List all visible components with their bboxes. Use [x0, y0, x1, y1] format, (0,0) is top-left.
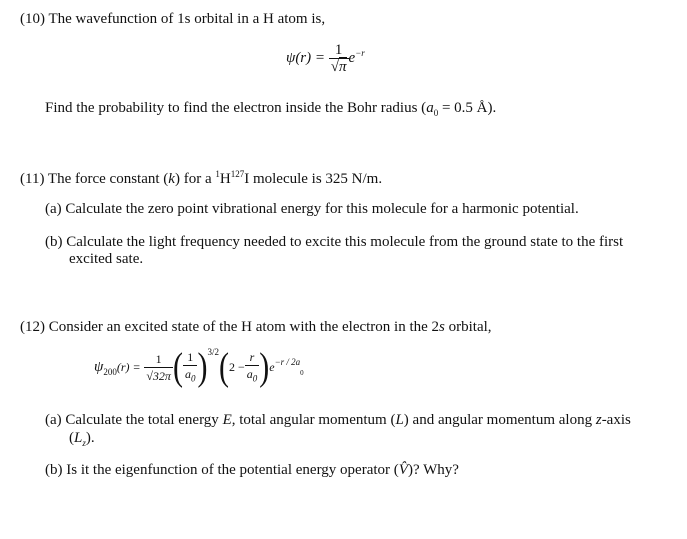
q10-eq-exp: −r: [355, 47, 365, 58]
q10-task: [45, 99, 496, 122]
q12-eq-psi: ψ: [94, 359, 104, 376]
q12-eq-f2-den-sub: 0: [190, 373, 196, 384]
q12-eq-frac3: [245, 349, 260, 386]
q12-eq-f2-num: 1: [183, 349, 198, 366]
q12-eq-psi-sub: 200: [103, 367, 117, 378]
q12-a2-L: L: [74, 430, 83, 446]
q12-eq-f3-den-sub: 0: [252, 373, 258, 384]
q10-eq-pi: π: [339, 59, 347, 75]
left-paren: (: [172, 345, 183, 389]
q11-intro-text-3: I molecule is 325 N/m.: [244, 171, 383, 187]
q12-eq-exp-sub: 0: [300, 369, 304, 378]
q12-part-a-line1: [45, 411, 631, 429]
q10-eq-e: e: [348, 49, 356, 66]
q10-eq-num: 1: [329, 42, 349, 59]
q10-eq-fraction: [329, 42, 349, 75]
q12-eq-f1-num: 1: [144, 351, 173, 368]
q12-a2-close: ).: [85, 430, 95, 446]
q11-part-b-line2: excited sate.: [69, 251, 144, 267]
q11-part-a: (a) Calculate the zero point vibrational energy for this molecule for a harmonic potential.: [45, 201, 579, 217]
q12-eq-f2-den: a: [184, 367, 191, 381]
q12-b-V: V̂: [398, 462, 408, 478]
q12-a-L: L: [395, 412, 404, 428]
q12-eq-power: 3/2: [207, 347, 219, 358]
q11-part-b-line1: (b) Calculate the light frequency needed to excite this molecule from the ground state to the first: [45, 234, 624, 250]
q12-intro: [20, 318, 492, 336]
q12-a2-open: (: [69, 430, 74, 446]
q11-sup-1: 1: [215, 169, 220, 179]
q12-equation: [94, 345, 304, 389]
q12-eq-f3-den: a: [246, 367, 253, 381]
left-paren: (: [218, 345, 229, 389]
q12-a-E: E: [222, 412, 232, 428]
q12-b-text1: (b) Is it the eigenfunction of the potential energy operator (: [45, 462, 399, 478]
q10-task-subscript: 0: [433, 108, 439, 118]
q12-part-a-line2: [69, 429, 95, 452]
q12-a-text3: ) and angular momentum along: [403, 412, 596, 428]
q12-a-z: z: [595, 412, 602, 428]
q12-a-text2: , total angular momentum (: [231, 412, 396, 428]
q10-equation: [286, 42, 365, 75]
q10-task-symbol: a: [426, 100, 434, 116]
q11-intro-text: (11) The force constant (: [20, 171, 169, 187]
q10-task-text: Find the probability to find the electron inside the Bohr radius (: [45, 100, 427, 116]
q12-eq-f1-den: √32π: [146, 369, 171, 384]
q12-a2-z: z: [82, 438, 86, 448]
q10-eq-den: [329, 59, 349, 75]
q11-sup-127: 127: [230, 169, 245, 179]
q12-eq-arg: (r) =: [116, 360, 141, 375]
q12-eq-exp: −r / 2a: [274, 357, 301, 368]
q12-b-text2: )? Why?: [407, 462, 459, 478]
q12-eq-frac2: [183, 349, 198, 386]
q11-h: H: [219, 171, 231, 187]
q12-a-text1: (a) Calculate the total energy: [45, 412, 223, 428]
q12-intro-text: (12) Consider an excited state of the H atom with the electron in the 2: [20, 319, 440, 335]
q12-intro-text-2: orbital,: [444, 319, 492, 335]
q12-eq-e: e: [269, 360, 275, 375]
sqrt-sign: √: [330, 59, 340, 75]
q10-task-value: = 0.5 Å).: [438, 100, 497, 116]
q10-eq-lhs: ψ(r) =: [286, 49, 326, 66]
q12-intro-s: s: [439, 319, 445, 335]
q12-a-text4: -axis: [601, 412, 631, 428]
q10-intro: (10) The wavefunction of 1s orbital in a H atom is,: [20, 11, 326, 27]
q11-intro: [20, 165, 382, 188]
right-paren: ): [259, 345, 270, 389]
q11-intro-text-2: ) for a: [174, 171, 216, 187]
q12-part-b: [45, 461, 459, 479]
right-paren: ): [197, 345, 208, 389]
q12-eq-f3-num: r: [245, 349, 260, 366]
q12-eq-frac1: [144, 351, 173, 384]
q12-eq-two-minus: 2 −: [228, 360, 245, 375]
q11-k: k: [168, 171, 175, 187]
